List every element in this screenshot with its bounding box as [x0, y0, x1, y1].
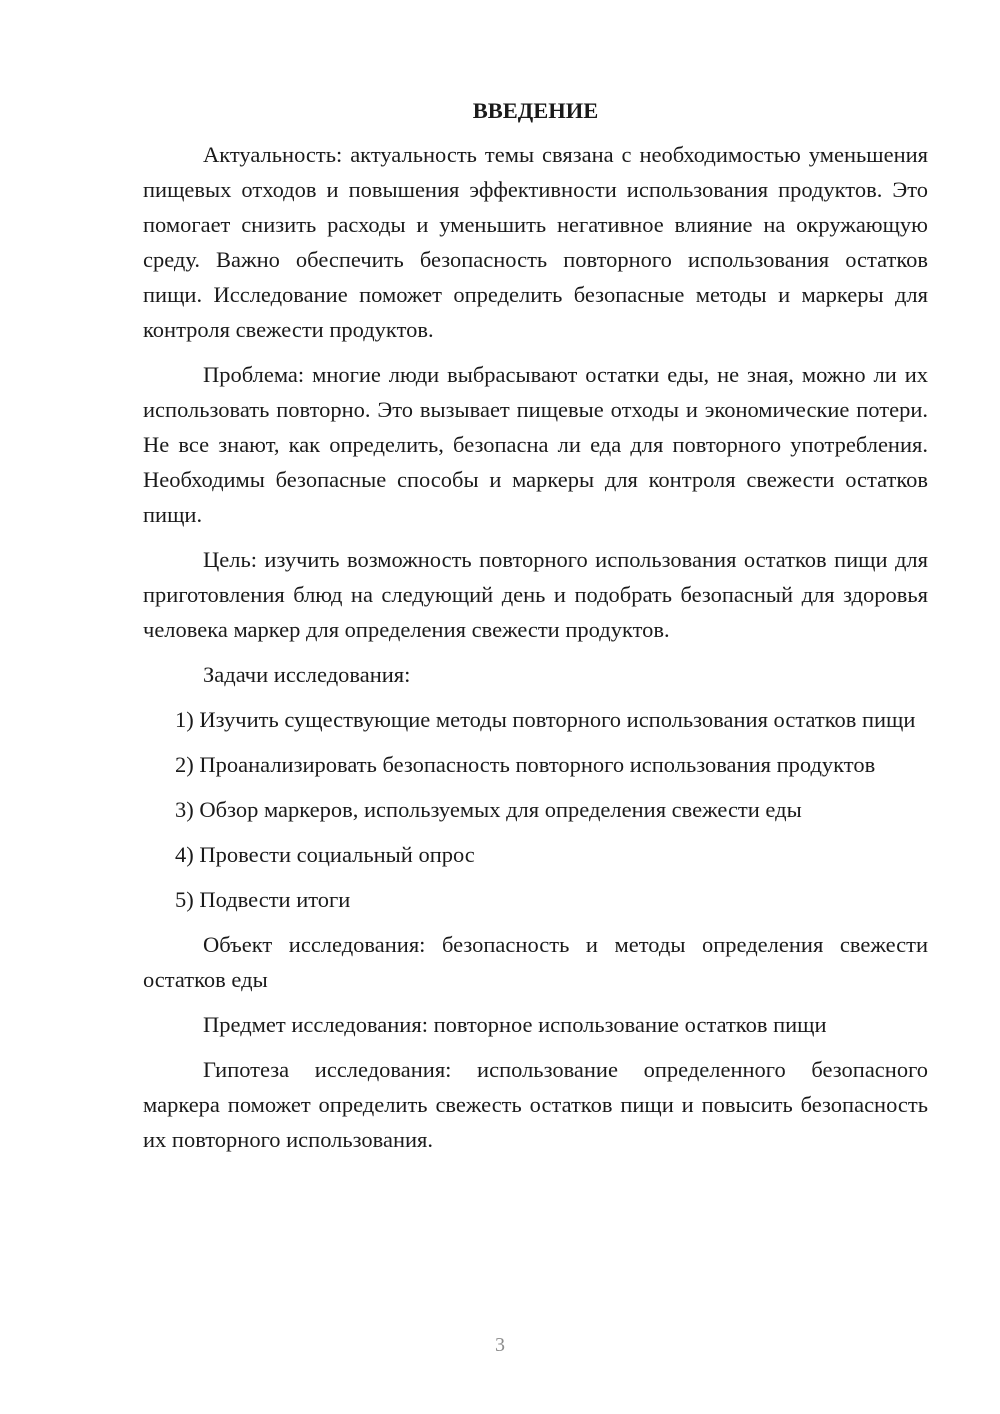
section-title: ВВЕДЕНИЕ [472, 98, 599, 123]
list-item: 1) Изучить существующие методы повторного использования остатков пищи [175, 707, 916, 732]
list-item: 2) Проанализировать безопасность повторного использования продуктов [175, 752, 876, 777]
list-item: 5) Подвести итоги [175, 887, 351, 912]
relevance-paragraph: Актуальность: актуальность темы связана с необходимостью уменьшения пищевых отходов и повышения эффективности использования продуктов. Это помогает снизить расходы и уменьшить негативное влияние на окружающую среду. Важно обеспечить безопасность повторного использования остатков пищи. Исследование поможет определить безопасные методы и маркеры для контроля свежести продуктов. [143, 142, 928, 342]
document-page [143, 96, 928, 1157]
problem-paragraph: Проблема: многие люди выбрасывают остатки еды, не зная, можно ли их использовать повторно. Это вызывает пищевые отходы и экономические потери. Не все знают, как определить, безопасна ли еда для повторного употребления. Необходимы безопасные способы и маркеры для контроля свежести остатков пищи. [143, 362, 928, 527]
tasks-heading: Задачи исследования: [203, 662, 411, 687]
list-item: 4) Провести социальный опрос [175, 842, 475, 867]
page-number: 3 [495, 1334, 505, 1356]
goal-paragraph: Цель: изучить возможность повторного использования остатков пищи для приготовления блюд на следующий день и подобрать безопасный для здоровья человека маркер для определения свежести продуктов. [143, 547, 928, 642]
tasks-list [143, 702, 928, 917]
object-paragraph: Объект исследования: безопасность и методы определения свежести остатков еды [143, 932, 928, 992]
hypothesis-paragraph: Гипотеза исследования: использование определенного безопасного маркера поможет определить свежесть остатков пищи и повысить безопасность их повторного использования. [143, 1057, 928, 1152]
subject-paragraph: Предмет исследования: повторное использование остатков пищи [203, 1012, 827, 1037]
list-item: 3) Обзор маркеров, используемых для определения свежести еды [175, 797, 802, 822]
